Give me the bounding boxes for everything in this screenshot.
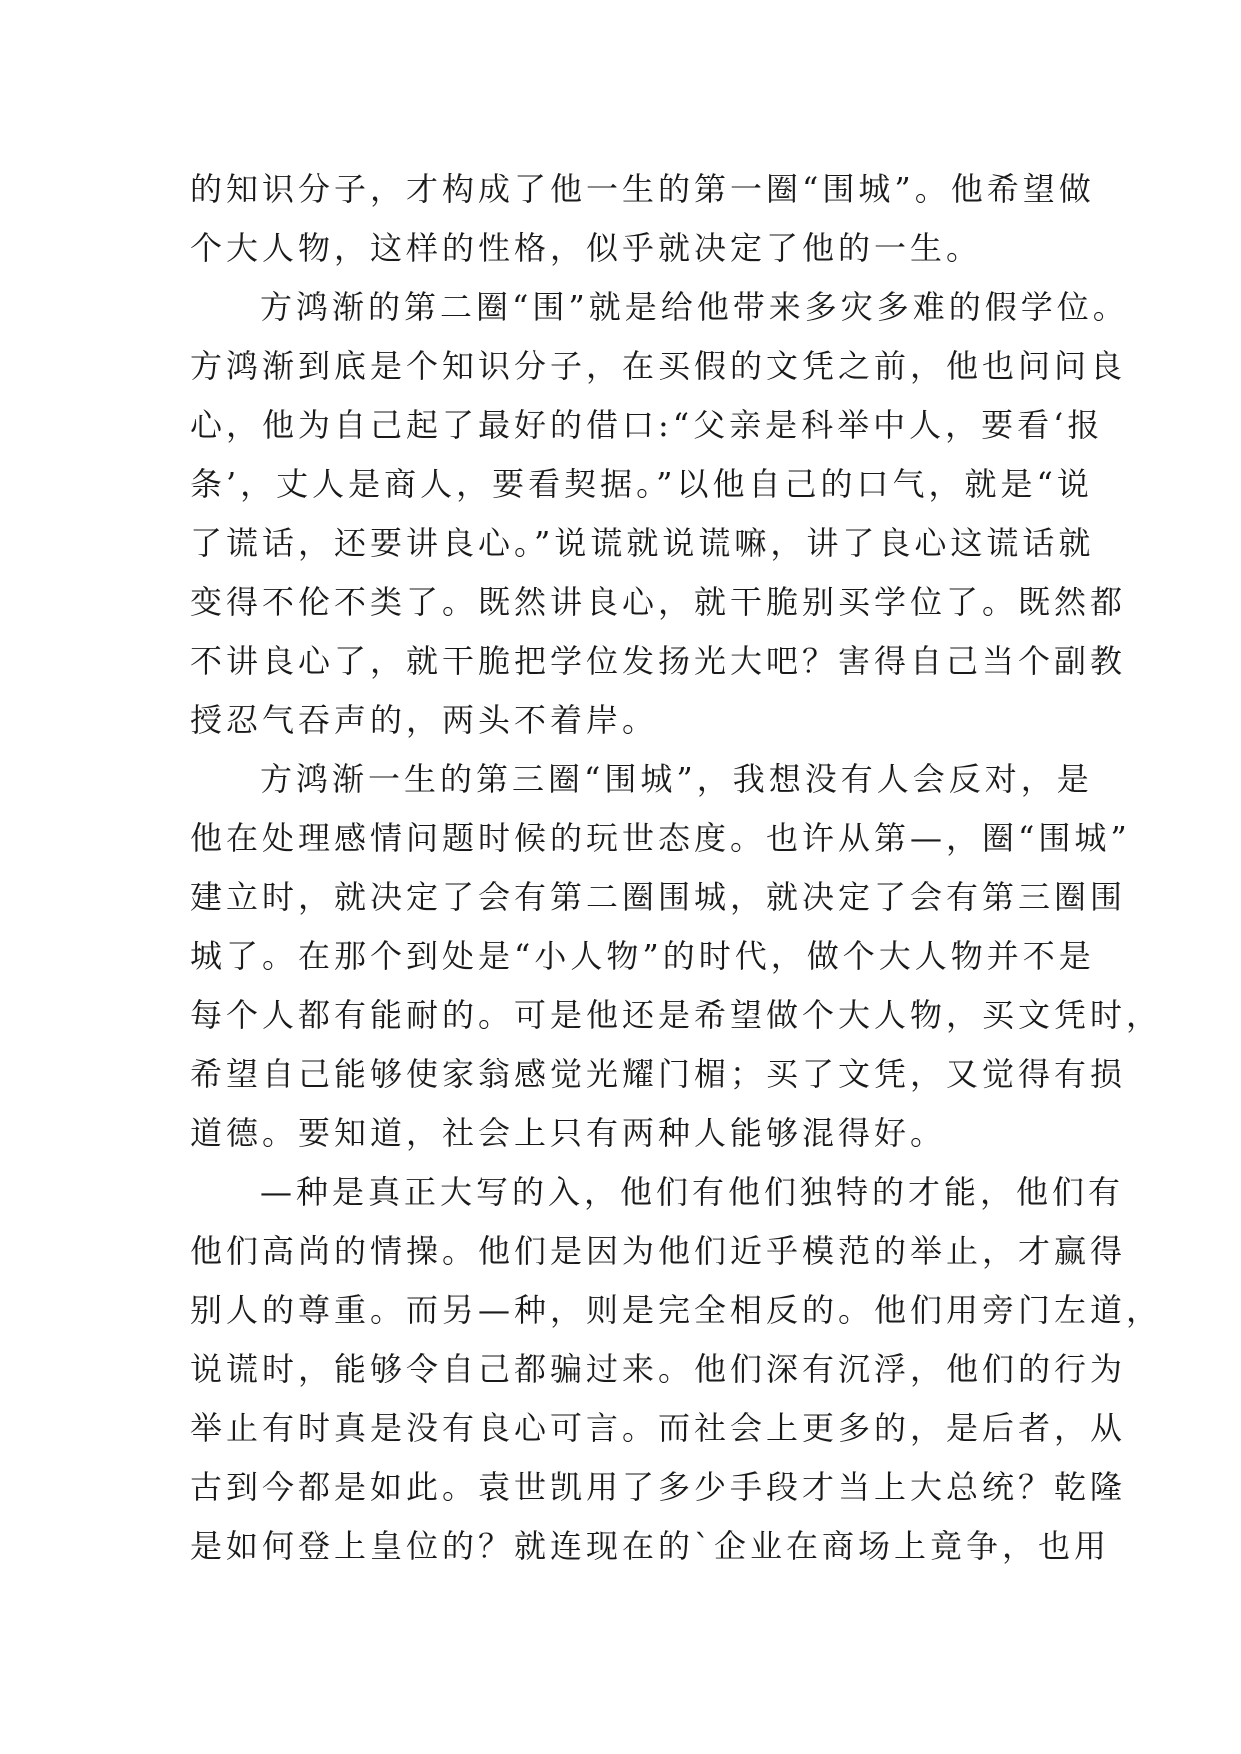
text-line: 他们高尚的情操。他们是因为他们近乎模范的举止，才赢得 [190,1232,1127,1270]
text-line: 条’，丈人是商人，要看契据。”以他自己的口气，就是“说 [190,465,1093,503]
text-line: 建立时，就决定了会有第二圈围城，就决定了会有第三圈围 [190,878,1127,916]
text-line: 不讲良心了，就干脆把学位发扬光大吧？害得自己当个副教 [190,642,1127,680]
text-line: 方鸿渐到底是个知识分子，在买假的文凭之前，他也问问良 [190,347,1127,385]
text-line: 道德。要知道，社会上只有两种人能够混得好。 [190,1114,947,1152]
paragraph-start-line: 方鸿渐一生的第三圈“围城”，我想没有人会反对，是 [260,760,1093,798]
text-line: 古到今都是如此。袁世凯用了多少手段才当上大总统？乾隆 [190,1468,1127,1506]
paragraph-start-line: 方鸿渐的第二圈“围”就是给他带来多灾多难的假学位。 [260,288,1129,326]
text-line: 心，他为自己起了最好的借口:“父亲是科举中人，要看‘报 [190,406,1104,444]
text-line: 的知识分子，才构成了他一生的第一圈“围城”。他希望做 [190,170,1095,208]
text-line: 个大人物，这样的性格，似乎就决定了他的一生。 [190,229,983,267]
text-line: 授忍气吞声的，两头不着岸。 [190,701,659,739]
paragraph-start-line: —种是真正大写的入，他们有他们独特的才能，他们有 [260,1173,1125,1211]
text-line: 是如何登上皇位的？就连现在的`企业在商场上竟争，也用 [190,1527,1111,1565]
text-line: 了谎话，还要讲良心。”说谎就说谎嘛，讲了良心这谎话就 [190,524,1095,562]
text-line: 举止有时真是没有良心可言。而社会上更多的，是后者，从 [190,1409,1127,1447]
text-line: 别人的尊重。而另—种，则是完全相反的。他们用旁门左道， [190,1291,1163,1329]
text-line: 说谎时，能够令自己都骗过来。他们深有沉浮，他们的行为 [190,1350,1127,1388]
text-line: 希望自己能够使家翁感觉光耀门楣；买了文凭，又觉得有损 [190,1055,1127,1093]
text-line: 他在处理感情问题时候的玩世态度。也许从第—，圈“围城” [190,819,1131,857]
body-text [190,160,1163,1576]
text-line: 每个人都有能耐的。可是他还是希望做个大人物，买文凭时， [190,996,1163,1034]
text-line: 城了。在那个到处是“小人物”的时代，做个大人物并不是 [190,937,1095,975]
text-line: 变得不伦不类了。既然讲良心，就干脆别买学位了。既然都 [190,583,1127,621]
